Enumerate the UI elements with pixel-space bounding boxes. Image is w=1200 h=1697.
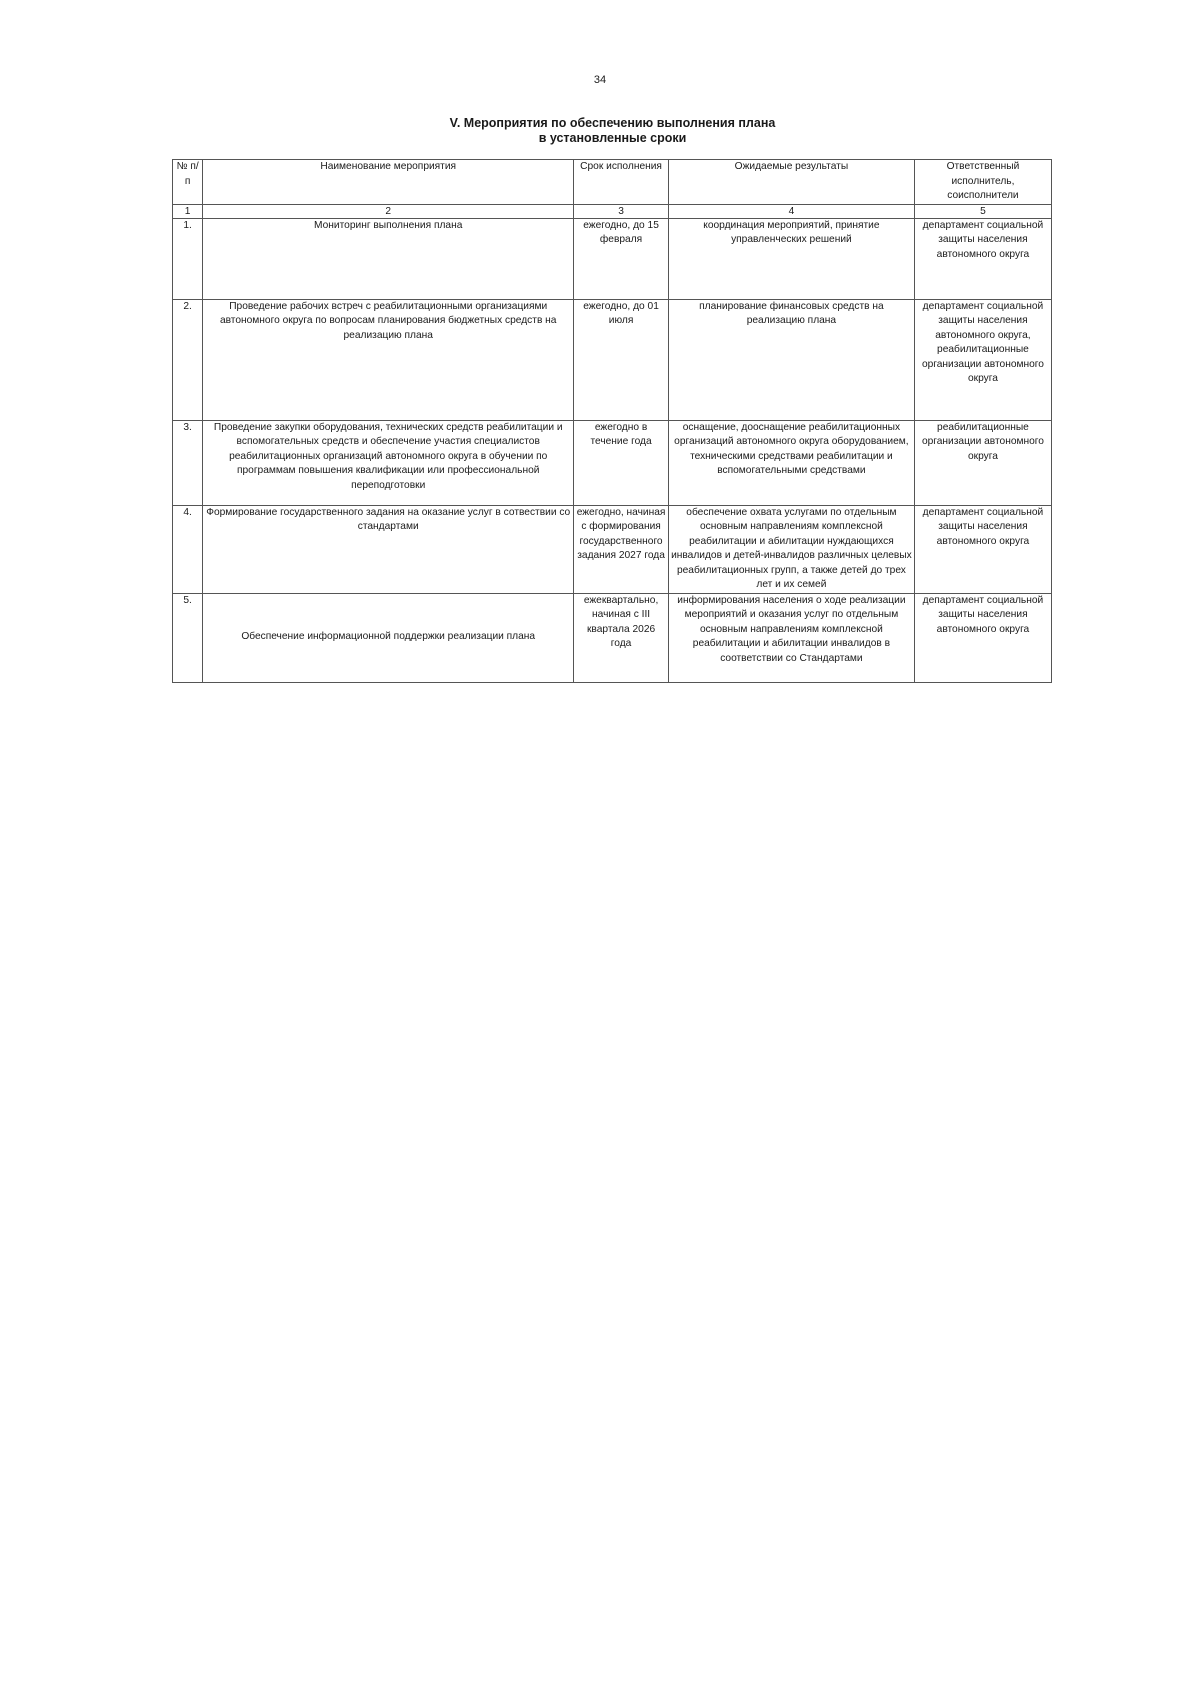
row-number: 4. <box>173 505 203 593</box>
measure-term: ежегодно в течение года <box>574 420 669 505</box>
column-index: 1 <box>173 204 203 218</box>
header-name: Наименование мероприятия <box>203 160 574 205</box>
measure-result: информирования населения о ходе реализации мероприятий и оказания услуг по отдельным основным направлениям комплексной реабилитации и абилитации инвалидов в соответствии со Стандартами <box>668 593 914 682</box>
measure-responsible: департамент социальной защиты населения автономного округа <box>914 218 1051 299</box>
section-title <box>0 116 1200 146</box>
table-row <box>173 505 1052 593</box>
header-number: № п/п <box>173 160 203 205</box>
measure-name: Проведение закупки оборудования, технических средств реабилитации и вспомогательных средств и обеспечение участия специалистов реабилитационных организаций автономного округа в обучении по программам повышения квалификации или профессиональной переподготовки <box>203 420 574 505</box>
row-number: 3. <box>173 420 203 505</box>
table-row <box>173 218 1052 299</box>
column-index: 3 <box>574 204 669 218</box>
measure-responsible: департамент социальной защиты населения автономного округа <box>914 505 1051 593</box>
measure-term: ежеквартально, начиная с III квартала 2026 года <box>574 593 669 682</box>
measure-name: Обеспечение информационной поддержки реализации плана <box>203 593 574 682</box>
row-number: 1. <box>173 218 203 299</box>
measure-responsible: реабилитационные организации автономного округа <box>914 420 1051 505</box>
measure-name: Формирование государственного задания на оказание услуг в сотвествии со стандартами <box>203 505 574 593</box>
table-index-row <box>173 204 1052 218</box>
section-title-line-1: V. Мероприятия по обеспечению выполнения плана <box>449 116 776 130</box>
header-term: Срок исполнения <box>574 160 669 205</box>
section-title-line-2: в установленные сроки <box>538 131 687 145</box>
table-row <box>173 420 1052 505</box>
measure-term: ежегодно, до 01 июля <box>574 299 669 420</box>
measure-result: координация мероприятий, принятие управленческих решений <box>668 218 914 299</box>
column-index: 4 <box>668 204 914 218</box>
column-index: 5 <box>914 204 1051 218</box>
measure-responsible: департамент социальной защиты населения автономного округа, реабилитационные организации автономного округа <box>914 299 1051 420</box>
measure-term: ежегодно, до 15 февраля <box>574 218 669 299</box>
measure-result: планирование финансовых средств на реализацию плана <box>668 299 914 420</box>
measure-result: обеспечение охвата услугами по отдельным основным направлениям комплексной реабилитации и абилитации нуждающихся инвалидов и детей-инвалидов различных целевых реабилитационных групп, а также детей до трех лет и их семей <box>668 505 914 593</box>
table-row <box>173 593 1052 682</box>
table-header-row <box>173 160 1052 205</box>
row-number: 2. <box>173 299 203 420</box>
table-row <box>173 299 1052 420</box>
measure-name: Проведение рабочих встреч с реабилитационными организациями автономного округа по вопросам планирования бюджетных средств на реализацию плана <box>203 299 574 420</box>
page-number: 34 <box>593 74 607 86</box>
header-result: Ожидаемые результаты <box>668 160 914 205</box>
measure-responsible: департамент социальной защиты населения автономного округа <box>914 593 1051 682</box>
measure-term: ежегодно, начиная с формирования государственного задания 2027 года <box>574 505 669 593</box>
measure-name: Мониторинг выполнения плана <box>203 218 574 299</box>
measure-result: оснащение, дооснащение реабилитационных организаций автономного округа оборудованием, техническими средствами реабилитации и вспомогательными средствами <box>668 420 914 505</box>
header-responsible: Ответственный исполнитель, соисполнители <box>914 160 1051 205</box>
measures-table <box>172 159 1052 683</box>
row-number: 5. <box>173 593 203 682</box>
column-index: 2 <box>203 204 574 218</box>
